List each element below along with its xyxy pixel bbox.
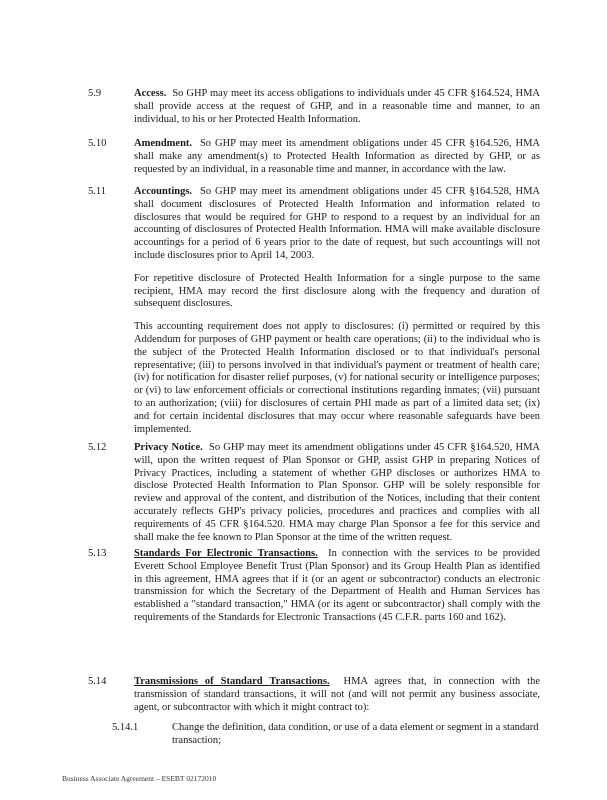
section-paragraph: Privacy Notice. So GHP may meet its amendment obligations under 45 CFR §164.520, HMA will, upon the written request of Plan Sponsor or GHP, assist GHP in preparing Notices of Privacy Practices, including a statement of whether GHP discloses or authorizes HMA to disclose Protected Health Information to Plan Sponsor. GHP will be solely responsible for review and approval of the content, and distribution of the Notices, including that their content accurately reflects GHP's privacy policies, procedures and practices and complies with all requirements of 45 CFR §164.520. HMA may charge Plan Sponsor a fee for this service and shall make the fee known to Plan Sponsor at the time of the written request. [134,442,541,543]
section-number: 5.9 [88,88,102,99]
section-paragraph: Access. So GHP may meet its access obligations to individuals under 45 CFR §164.524, HMA shall provide access at the request of GHP, and in a reasonable time and manner, to an individual, to his or her Protected Health Information. [134,88,541,125]
section-number: 5.14 [88,676,107,687]
section-paragraph: For repetitive disclosure of Protected Health Information for a single purpose to the same recipient, HMA may record the first disclosure along with the frequency and duration of subsequent disclosures. [134,272,540,310]
section-heading: Standards For Electronic Transactions. [134,548,318,559]
section-5-10 [88,138,541,186]
section-number: 5.12 [88,442,107,453]
subsection-5-14-1 [112,722,540,748]
section-heading: Privacy Notice. [134,442,203,453]
section-5-13 [88,548,541,635]
section-paragraph: Amendment. So GHP may meet its amendment obligations under 45 CFR §164.526, HMA shall make any amendment(s) to Protected Health Information as directed by GHP, or as requested by an individual, in a reasonable time and manner, in accordance with the law. [134,138,541,175]
section-heading: Amendment. [134,138,193,149]
page-footer: Business Associate Agreement – ESEBT 02172010 [62,774,217,783]
section-heading: Transmissions of Standard Transactions. [134,676,330,687]
subsection-text: Change the definition, data condition, or use of a data element or segment in a standard transaction; [172,722,539,746]
section-paragraph: This accounting requirement does not apply to disclosures: (i) permitted or required by this Addendum for purposes of GHP payment or health care operations; (ii) to the individual who is the subject of the Protected Health Information disclosed or to that individual's personal representative; (iii) to persons involved in that individual's payment or treatment of health care; (iv) for notification for disaster relief purposes, (v) for national security or intelligence purposes; or (vi) to law enforcement officials or correctional institutions regarding inmates; (vii) pursuant to an authorization; (viii) for disclosures of certain PHI made as part of a limited data set; (ix) and for certain incidental disclosures that may occur where reasonable safeguards have been implemented. [134,321,540,435]
section-5-9 [88,88,541,136]
section-heading: Accountings. [134,186,193,197]
section-paragraph: Accountings. So GHP may meet its amendment obligations under 45 CFR §164.528, HMA shall document disclosures of Protected Health Information and information related to disclosures that would be required for GHP to respond to a request by an individual for an accounting of disclosures of Protected Health Information. HMA will make available disclosure accountings for a period of 6 years prior to the date of request, but such accountings will not include disclosures prior to April 14, 2003. [134,186,541,261]
section-5-11 [88,186,541,446]
section-5-14 [88,676,541,724]
section-number: 5.11 [88,186,106,197]
section-paragraph: Standards For Electronic Transactions. In connection with the services to be provided Everett School Employee Benefit Trust (Plan Sponsor) and its Group Health Plan as identified in this agreement, HMA agrees that if it (or an agent or subcontractor) conducts an electronic transmission for which the Secretary of the Department of Health and Human Services has established a "standard transaction," HMA (or its agent or subcontractor) shall comply with the requirements of the Standards for Electronic Transactions (45 C.F.R. parts 160 and 162). [134,548,541,623]
section-heading: Access. [134,88,167,99]
section-number: 5.13 [88,548,107,559]
section-paragraph: Transmissions of Standard Transactions. HMA agrees that, in connection with the transmission of standard transactions, it will not (and will not permit any business associate, agent, or subcontractor with which it might contract to): [134,676,541,713]
subsection-number: 5.14.1 [112,722,139,733]
section-number: 5.10 [88,138,107,149]
